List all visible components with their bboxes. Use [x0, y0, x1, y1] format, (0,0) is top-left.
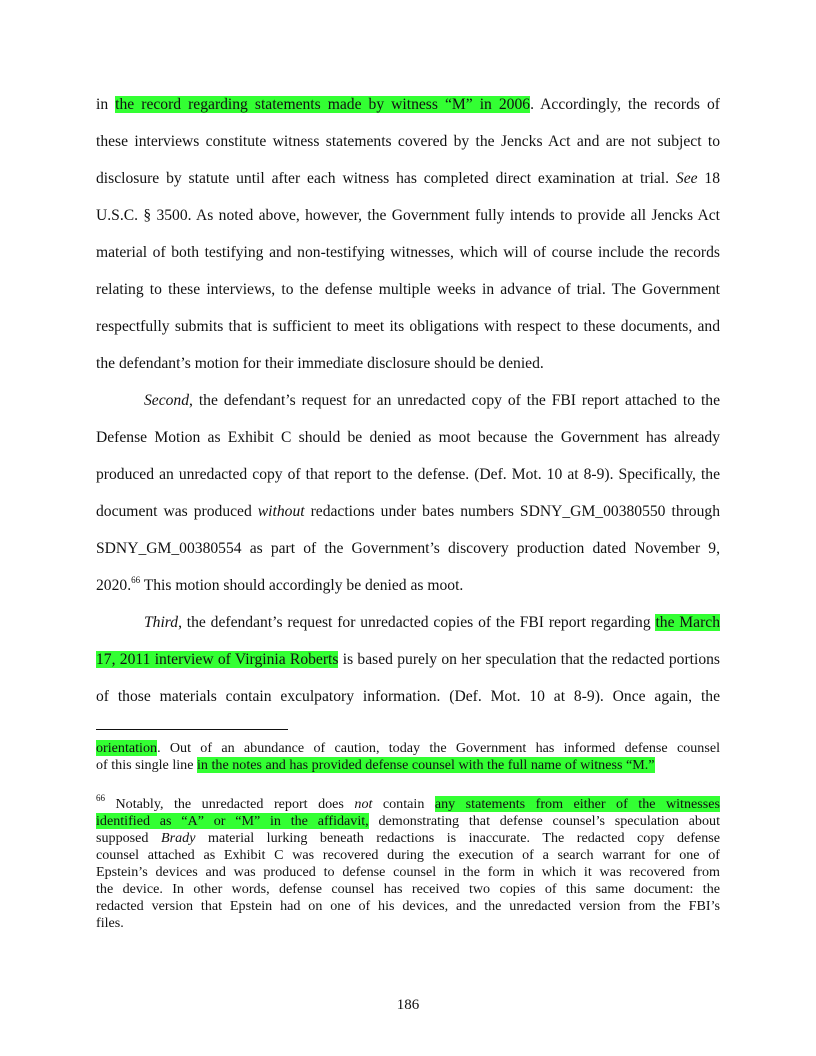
highlighted-text: any statements from either of the witnesses — [434, 796, 720, 812]
text-run: 18 — [697, 170, 720, 187]
footnote-line — [96, 757, 720, 774]
body-line — [96, 650, 720, 670]
text-run: Notably, the unredacted report does — [105, 796, 355, 812]
body-line: the defendant’s motion for their immediate disclosure should be denied. — [96, 355, 544, 372]
footnote-line: redacted version that Epstein had on one of his devices, and the unredacted version from the FBI’s — [96, 898, 720, 914]
body-line: SDNY_GM_00380554 as part of the Government’s discovery production dated November 9, — [96, 540, 720, 557]
text-run: . Accordingly, the records of — [530, 96, 721, 113]
body-line: Defense Motion as Exhibit C should be denied as moot because the Government has already — [96, 429, 720, 446]
body-line — [144, 391, 720, 411]
footnote-line: Epstein’s devices and was produced to defense counsel in the form in which it was recovered from — [96, 864, 720, 880]
text-run: document was produced — [96, 503, 258, 520]
text-run: . Out of an abundance of caution, today the Government has informed defense counsel — [157, 740, 720, 756]
body-line — [144, 613, 720, 633]
highlighted-text: identified as “A” or “M” in the affidavit, — [96, 813, 369, 829]
footnote-ref: 66 — [131, 574, 141, 585]
text-run: is based purely on her speculation that the redacted portions — [338, 651, 720, 668]
footnote-line: files. — [96, 915, 124, 931]
highlighted-text: 17, 2011 interview of Virginia Roberts — [96, 651, 339, 668]
text-run: , the defendant’s request for unredacted copies of the FBI report regarding — [178, 614, 656, 631]
body-line — [96, 95, 720, 115]
body-line — [96, 502, 720, 522]
body-line: relating to these interviews, to the defense multiple weeks in advance of trial. The Government — [96, 281, 720, 298]
text-run: demonstrating that defense counsel’s speculation about — [368, 813, 720, 829]
italic-text: Second — [144, 392, 190, 409]
body-line: U.S.C. § 3500. As noted above, however, the Government fully intends to provide all Jencks Act — [96, 207, 720, 224]
italic-text: Third — [144, 614, 179, 631]
text-run: This motion should accordingly be denied as moot. — [140, 577, 464, 594]
footnote-line: counsel attached as Exhibit C was recovered during the execution of a search warrant for one of — [96, 847, 720, 863]
text-run: supposed — [96, 830, 161, 846]
footnote-separator — [96, 729, 288, 730]
highlighted-text: the March — [655, 614, 720, 631]
text-run: in — [96, 96, 116, 113]
highlighted-text: orientation — [96, 740, 158, 756]
highlighted-text: in the notes and has provided defense counsel with the full name of witness “M.” — [197, 757, 655, 773]
text-run: material lurking beneath redactions is inaccurate. The redacted copy defense — [195, 830, 721, 846]
body-line: of those materials contain exculpatory information. (Def. Mot. 10 at 8-9). Once again, the — [96, 688, 720, 705]
italic-text: not — [354, 796, 373, 812]
footnote-line — [96, 830, 720, 847]
body-line: produced an unredacted copy of that report to the defense. (Def. Mot. 10 at 8-9). Specifically, the — [96, 466, 720, 483]
body-line: these interviews constitute witness statements covered by the Jencks Act and are not subject to — [96, 133, 720, 150]
footnote-line — [96, 740, 720, 757]
highlighted-text: the record regarding statements made by witness “M” in 2006 — [115, 96, 531, 113]
text-run: of this single line — [96, 757, 197, 773]
body-line: respectfully submits that is sufficient to meet its obligations with respect to these documents, and — [96, 318, 720, 335]
text-run: 2020. — [96, 577, 132, 594]
footnote-number: 66 — [96, 793, 105, 804]
text-run: redactions under bates numbers SDNY_GM_00380550 through — [304, 503, 720, 520]
italic-text: without — [257, 503, 305, 520]
text-run: , the defendant’s request for an unredacted copy of the FBI report attached to the — [189, 392, 720, 409]
footnote-line: the device. In other words, defense counsel has received two copies of this same document: the — [96, 881, 720, 897]
footnote-line — [96, 813, 720, 830]
page-number: 186 — [396, 997, 420, 1013]
body-line — [96, 169, 720, 189]
text-run: disclosure by statute until after each witness has completed direct examination at trial. — [96, 170, 676, 187]
italic-text: Brady — [161, 830, 196, 846]
body-line: material of both testifying and non-testifying witnesses, which will of course include the records — [96, 244, 720, 261]
text-run: contain — [372, 796, 435, 812]
body-line — [96, 576, 720, 596]
footnote-line — [96, 793, 720, 813]
italic-text: See — [675, 170, 698, 187]
